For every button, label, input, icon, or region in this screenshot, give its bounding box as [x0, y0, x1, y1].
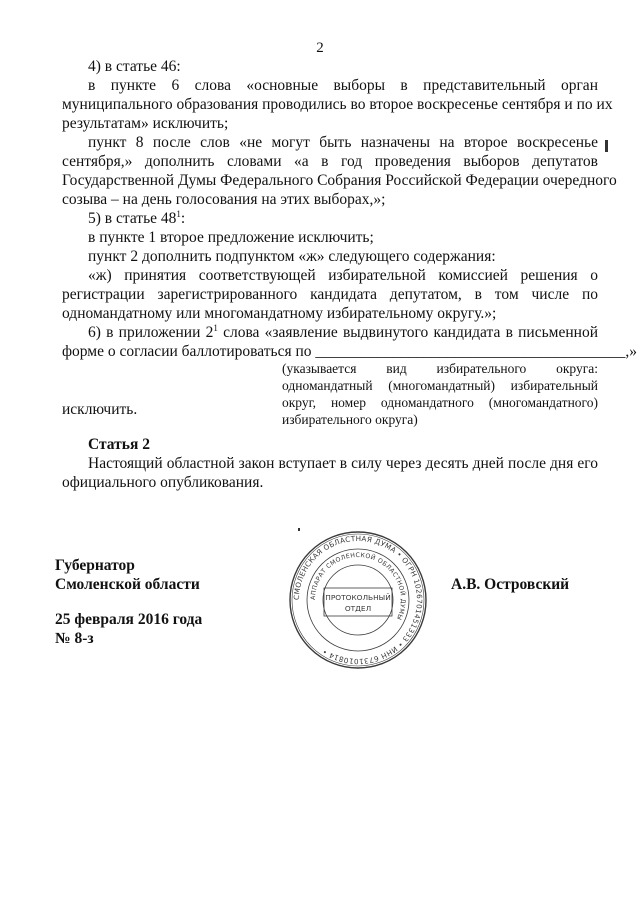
- svg-text:СМОЛЕНСКАЯ ОБЛАСТНАЯ ДУМА • ОГ: СМОЛЕНСКАЯ ОБЛАСТНАЯ ДУМА • ОГРН 1026701451333 • ИНН 6731010814 •: [291, 533, 425, 667]
- item-6-line-1: 6) в приложении $2^1$ слова «заявление выдвинутого кандидата в письменной: [88, 322, 598, 341]
- item-4-paragraph-2-line-1: пункт 8 после слов «не могут быть назначены на второе воскресенье: [88, 134, 598, 151]
- item-4-paragraph-1-line-2: муниципального образования проводились во второе воскресенье сентября и по их: [62, 96, 613, 113]
- article-2-line-2: официального опубликования.: [62, 474, 264, 491]
- signatory-region: Смоленской области: [55, 576, 200, 593]
- item-5-paragraph-1: в пункте 1 второе предложение исключить;: [88, 229, 374, 246]
- item-4-paragraph-2-line-2: сентября,» дополнить словами «а в год проведения выборов депутатов: [62, 153, 598, 170]
- item-4-paragraph-1-line-3: результатам» исключить;: [62, 115, 229, 132]
- footnote-line-3: округ, номер одномандатного (многомандатного): [282, 395, 598, 410]
- signing-date: 25 февраля 2016 года: [55, 611, 203, 628]
- margin-mark: [605, 140, 608, 152]
- item-5-paragraph-2: пункт 2 дополнить подпунктом «ж» следующего содержания:: [88, 248, 496, 265]
- page-number: 2: [316, 40, 324, 56]
- item-4-paragraph-1-line-1: в пункте 6 слова «основные выборы в представительный орган: [88, 77, 598, 94]
- item-4-paragraph-2-line-4: созыва – на день голосования на этих выборах,»;: [62, 191, 386, 208]
- footnote-line-2: одномандатный (многомандатный) избирательный: [282, 378, 598, 393]
- signatory-name: А.В. Островский: [451, 576, 570, 593]
- quote-zh-line-3: одномандатному или многомандатному избирательному округу.»;: [62, 305, 497, 322]
- signatory-title: Губернатор: [55, 557, 135, 574]
- footnote-line-1: (указывается вид избирательного округа:: [282, 361, 598, 376]
- item-6-line-2: форме о согласии баллотироваться по ________________________________________,»: [62, 343, 638, 360]
- quote-zh-line-2: регистрации зарегистрированного кандидата депутатом, в том числе по: [62, 286, 598, 303]
- item-5-heading: 5) в статье $48^1$:: [88, 208, 186, 227]
- quote-zh-line-1: «ж) принятия соответствующей избирательной комиссией решения о: [88, 267, 598, 284]
- law-number: № 8-з: [55, 630, 94, 647]
- item-4-paragraph-2-line-3: Государственной Думы Федерального Собрания Российской Федерации очередного: [62, 172, 617, 189]
- article-2-line-1: Настоящий областной закон вступает в силу через десять дней после дня его: [88, 455, 598, 472]
- svg-text:ПРОТОКОЛЬНЫЙ: ПРОТОКОЛЬНЫЙ: [325, 593, 391, 602]
- official-seal-icon: [288, 530, 428, 670]
- svg-text:АППАРАТ СМОЛЕНСКОЙ ОБЛАСТНОЙ Д: АППАРАТ СМОЛЕНСКОЙ ОБЛАСТНОЙ ДУМЫ: [309, 551, 407, 621]
- footnote-line-4: избирательного округа): [282, 412, 418, 427]
- item-4-heading: 4) в статье 46:: [88, 58, 181, 75]
- item-6-end: исключить.: [62, 401, 138, 418]
- article-2-heading: Статья 2: [88, 436, 150, 453]
- svg-text:ОТДЕЛ: ОТДЕЛ: [344, 604, 372, 613]
